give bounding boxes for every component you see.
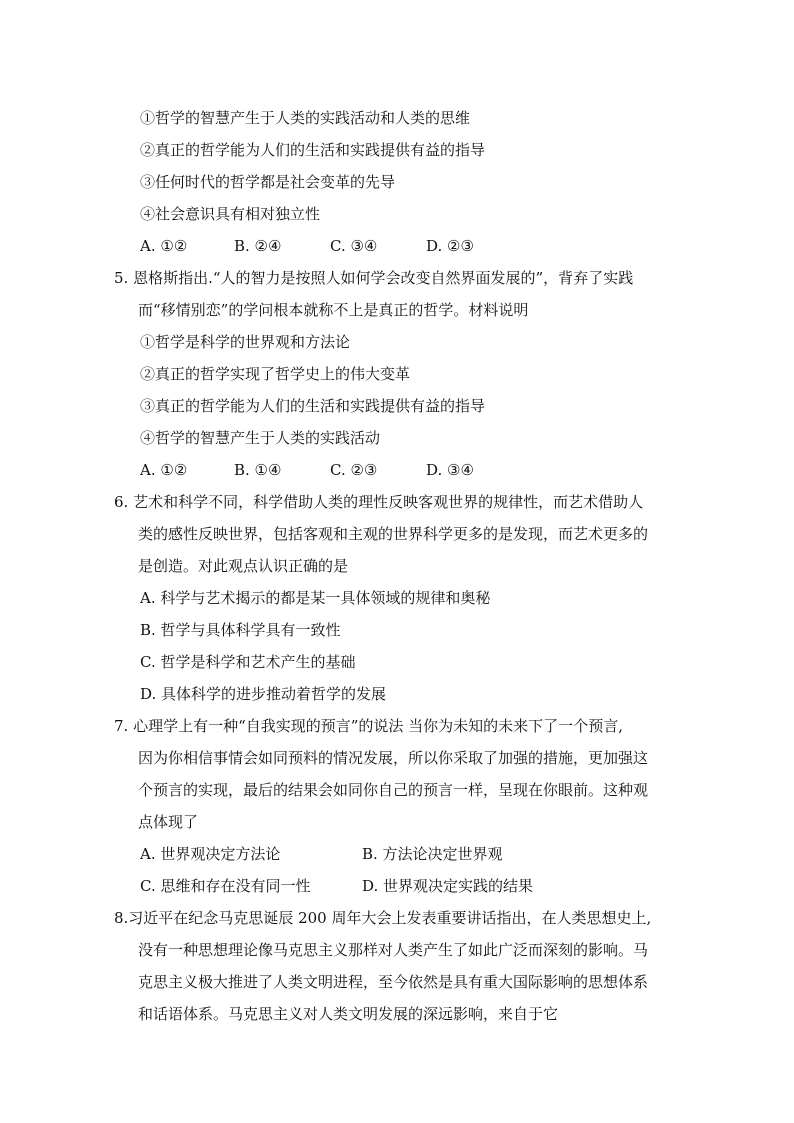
q5-option-c: C. ②③	[330, 461, 378, 479]
q5-option-a: A. ①②	[140, 461, 188, 479]
q6-option-b: B. 哲学与具体科学具有一致性	[140, 621, 341, 639]
q8-stem-line-3: 克思主义极大推进了人类文明进程，至今依然是具有重大国际影响的思想体系	[138, 973, 649, 991]
q4-option-b: B. ②④	[234, 237, 282, 255]
q4-option-c: C. ③④	[330, 237, 378, 255]
q4-statement-2: ②真正的哲学能为人们的生活和实践提供有益的指导	[140, 141, 486, 159]
q5-statement-2: ②真正的哲学实现了哲学史上的伟大变革	[140, 365, 411, 383]
q5-stem-line-1: 5. 恩格斯指出.“人的智力是按照人如何学会改变自然界面发展的”，背弃了实践	[114, 269, 634, 287]
q5-statement-4: ④哲学的智慧产生于人类的实践活动	[140, 429, 381, 447]
q8-stem-line-2: 没有一种思想理论像马克思主义那样对人类产生了如此广泛而深刻的影响。马	[138, 941, 649, 959]
q4-statement-1: ①哲学的智慧产生于人类的实践活动和人类的思维	[140, 109, 471, 127]
q6-stem-line-1: 6. 艺术和科学不同，科学借助人类的理性反映客观世界的规律性，而艺术借助人	[114, 493, 644, 511]
q6-stem-line-2: 类的感性反映世界，包括客观和主观的世界科学更多的是发现，而艺术更多的	[138, 525, 649, 543]
q5-statement-3: ③真正的哲学能为人们的生活和实践提供有益的指导	[140, 397, 486, 415]
q8-stem-line-4: 和话语体系。马克思主义对人类文明发展的深远影响，来自于它	[138, 1005, 559, 1023]
q6-stem-line-3: 是创造。对此观点认识正确的是	[138, 557, 349, 575]
q7-option-c: C. 思维和存在没有同一性	[140, 877, 311, 895]
q7-option-a: A. 世界观决定方法论	[140, 845, 281, 863]
q4-option-d: D. ②③	[426, 237, 474, 255]
q8-stem-line-1: 8.习近平在纪念马克思诞辰 200 周年大会上发表重要讲话指出，在人类思想史上,	[114, 909, 652, 927]
q7-stem-line-3: 个预言的实现，最后的结果会如同你自己的预言一样，呈现在你眼前。这种观	[138, 781, 649, 799]
q6-option-c: C. 哲学是科学和艺术产生的基础	[140, 653, 356, 671]
q5-stem-line-2: 而“移情别恋”的学问根本就称不上是真正的哲学。材料说明	[138, 301, 529, 319]
q5-option-b: B. ①④	[234, 461, 282, 479]
q5-option-d: D. ③④	[426, 461, 474, 479]
q4-statement-4: ④社会意识具有相对独立性	[140, 205, 321, 223]
q5-statement-1: ①哲学是科学的世界观和方法论	[140, 333, 351, 351]
q7-stem-line-4: 点体现了	[138, 813, 199, 831]
q6-option-a: A. 科学与艺术揭示的都是某一具体领域的规律和奥秘	[140, 589, 491, 607]
q7-stem-line-1: 7. 心理学上有一种“自我实现的预言”的说法 当你为未知的未来下了一个预言,	[114, 717, 623, 735]
q6-option-d: D. 具体科学的进步推动着哲学的发展	[140, 685, 387, 703]
q4-statement-3: ③任何时代的哲学都是社会变革的先导	[140, 173, 396, 191]
q4-option-a: A. ①②	[140, 237, 188, 255]
q7-option-d: D. 世界观决定实践的结果	[362, 877, 534, 895]
q7-option-b: B. 方法论决定世界观	[362, 845, 503, 863]
q7-stem-line-2: 因为你相信事情会如同预料的情况发展，所以你采取了加强的措施，更加强这	[138, 749, 649, 767]
